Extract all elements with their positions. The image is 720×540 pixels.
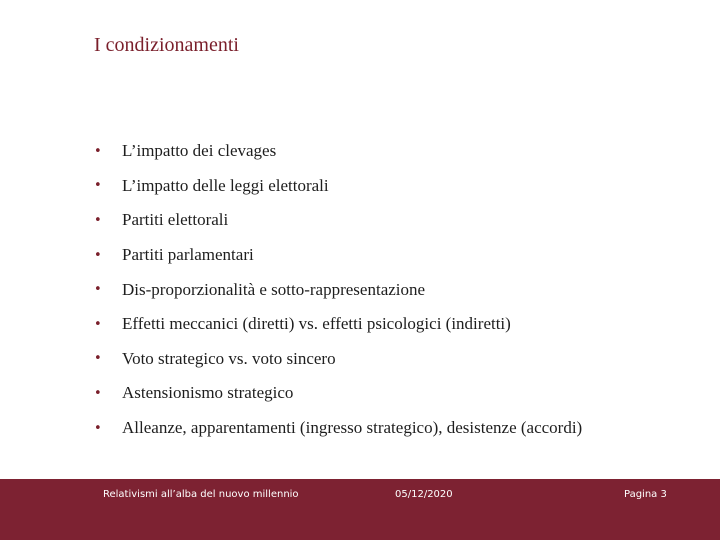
bullet-icon: • xyxy=(94,247,102,263)
footer-accent-strip xyxy=(0,479,94,540)
list-item xyxy=(94,169,582,204)
footer-page-number: Pagina 3 xyxy=(624,489,667,500)
list-item xyxy=(94,376,582,411)
bullet-icon: • xyxy=(94,385,102,401)
footer-presentation-title: Relativismi all’alba del nuovo millennio xyxy=(103,489,299,500)
bullet-list xyxy=(94,134,582,445)
bullet-icon: • xyxy=(94,143,102,159)
bullet-text: Partiti parlamentari xyxy=(122,245,254,265)
bullet-text: Astensionismo strategico xyxy=(122,383,294,403)
list-item xyxy=(94,411,582,446)
list-item xyxy=(94,203,582,238)
bullet-icon: • xyxy=(94,420,102,436)
bullet-icon: • xyxy=(94,351,102,367)
bullet-icon: • xyxy=(94,282,102,298)
list-item xyxy=(94,272,582,307)
bullet-text: Alleanze, apparentamenti (ingresso strategico), desistenze (accordi) xyxy=(122,418,583,438)
list-item xyxy=(94,307,582,342)
footer-date: 05/12/2020 xyxy=(395,489,453,500)
bullet-icon: • xyxy=(94,316,102,332)
list-item xyxy=(94,238,582,273)
slide-title: I condizionamenti xyxy=(94,34,239,56)
list-item xyxy=(94,134,582,169)
list-item xyxy=(94,342,582,377)
bullet-text: L’impatto dei clevages xyxy=(122,141,277,161)
bullet-icon: • xyxy=(94,178,102,194)
bullet-text: Partiti elettorali xyxy=(122,210,229,230)
bullet-text: Voto strategico vs. voto sincero xyxy=(122,348,336,368)
bullet-text: L’impatto delle leggi elettorali xyxy=(122,175,329,195)
bullet-text: Effetti meccanici (diretti) vs. effetti psicologici (indiretti) xyxy=(122,314,511,334)
bullet-text: Dis-proporzionalità e sotto-rappresentazione xyxy=(122,279,426,299)
bullet-icon: • xyxy=(94,212,102,228)
